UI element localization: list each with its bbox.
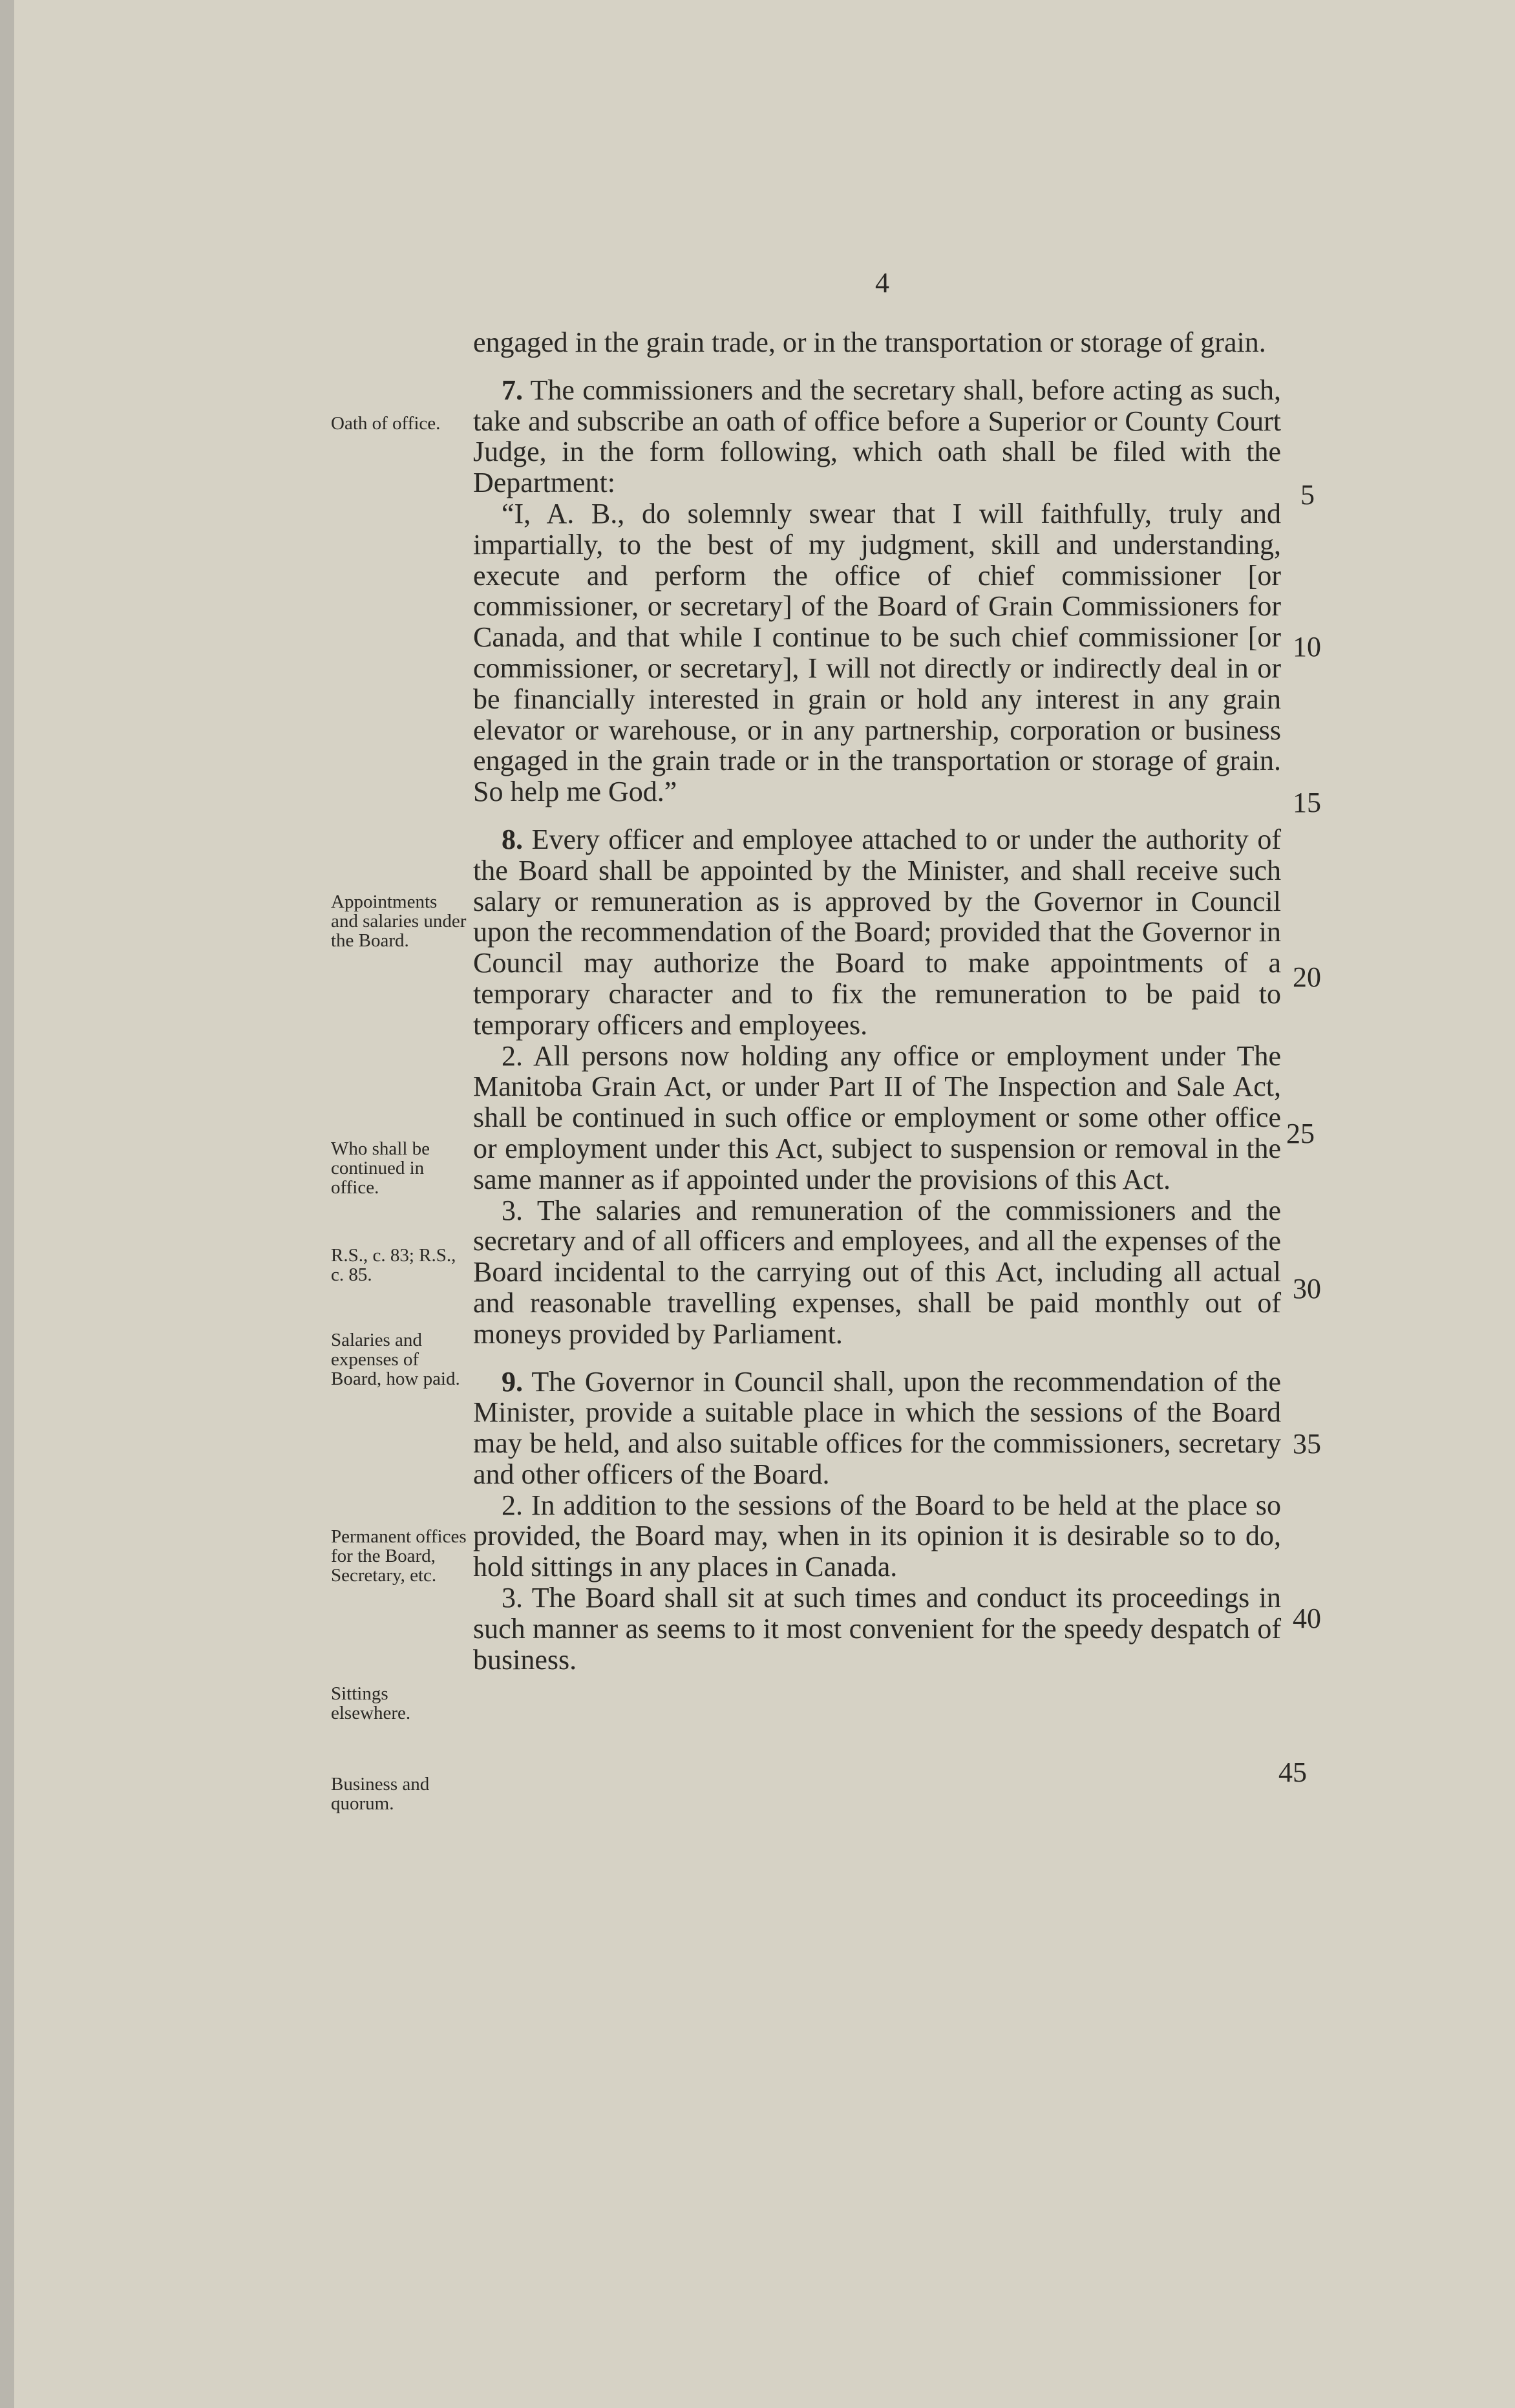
margin-note-sittings: Sittings elsewhere. [331,1683,411,1723]
oath-text: “I, A. B., do solemnly swear that I will faithfully, truly and impartially, to the best of my judgment, skill and understanding, execute and perform the office of chief commissioner [or commissioner, or secretary] of the Board of Grain Commissioners for Canada, and that while I continue to be such chief commissioner [or commissioner, or secretary], I will not directly or indirectly deal in or be financially interested in grain or hold any interest in any grain elevator or warehouse, or in any partnership, corporation or business engaged in the grain trade or in the transportation or storage of grain. So help me God.” [473,497,1281,808]
margin-note-salaries: Salaries and expenses of Board, how paid. [331,1330,460,1389]
margin-note-statutes: R.S., c. 83; R.S., c. 85. [331,1245,456,1285]
margin-note-business: Business and quorum. [331,1774,430,1814]
line-number: 35 [1293,1428,1321,1460]
section-9-paragraph [473,1367,1281,1490]
body-text [473,327,1281,1675]
section-8-subsection-3: 3. The salaries and remuneration of the commissioners and the secretary and of all officers and employees, and all the expenses of the Board incidental to the carrying out of this Act, including all actual and reasonable travelling expenses, shall be paid monthly out of moneys provided by Parliament. [473,1194,1281,1350]
section-9-subsection-3: 3. The Board shall sit at such times and conduct its proceedings in such manner as seems to it most convenient for the speedy despatch of business. [473,1582,1281,1676]
paragraph-continuation: engaged in the grain trade, or in the transportation or storage of grain. [473,326,1266,358]
section-7-number: 7. [502,374,523,406]
page-number: 4 [875,267,889,299]
section-9-number: 9. [502,1365,523,1398]
section-9-text: The Governor in Council shall, upon the recommendation of the Minister, provide a suitable place in which the sessions of the Board may be held, and also suitable offices for the commissioners, secretary and other officers of the Board. [473,1365,1281,1490]
margin-note-appointments: Appointments and salaries under the Board. [331,891,467,951]
section-7-text: The commissioners and the secretary shall, before acting as such, take and subscribe an oath of office before a Superior or County Court Judge, in the form following, which oath shall be filed with the Department: [473,374,1281,499]
line-number: 5 [1300,479,1315,511]
line-number: 15 [1293,787,1321,818]
margin-note-continued: Who shall be continued in office. [331,1138,430,1198]
line-number: 45 [1278,1756,1307,1788]
section-8-number: 8. [502,823,523,855]
margin-note-offices: Permanent offices for the Board, Secretary, etc. [331,1526,467,1586]
section-8-subsection-2: 2. All persons now holding any office or employment under The Manitoba Grain Act, or under Part II of The Inspection and Sale Act, shall be continued in such office or employment or some other office or employment under this Act, subject to suspension or removal in the same manner as if appointed under the provisions of this Act. [473,1039,1281,1195]
line-number: 10 [1293,631,1321,663]
section-8-text: Every officer and employee attached to or under the authority of the Board shall be appointed by the Minister, and shall receive such salary or remuneration as is approved by the Governor in Council upon the recommendation of the Board; provided that the Governor in Council may authorize the Board to make appointments of a temporary character and to fix the remuneration to be paid to temporary officers and employees. [473,823,1281,1041]
line-number: 40 [1293,1603,1321,1634]
line-number: 20 [1293,961,1321,993]
section-9-subsection-2: 2. In addition to the sessions of the Board to be held at the place so provided, the Board may, when in its opinion it is desirable so to do, hold sittings in any places in Canada. [473,1489,1281,1583]
line-number: 30 [1293,1273,1321,1305]
line-number: 25 [1286,1118,1315,1149]
section-7-paragraph [473,375,1281,498]
margin-note-oath: Oath of office. [331,413,441,434]
section-8-paragraph [473,824,1281,1041]
binding-edge [0,0,14,2408]
